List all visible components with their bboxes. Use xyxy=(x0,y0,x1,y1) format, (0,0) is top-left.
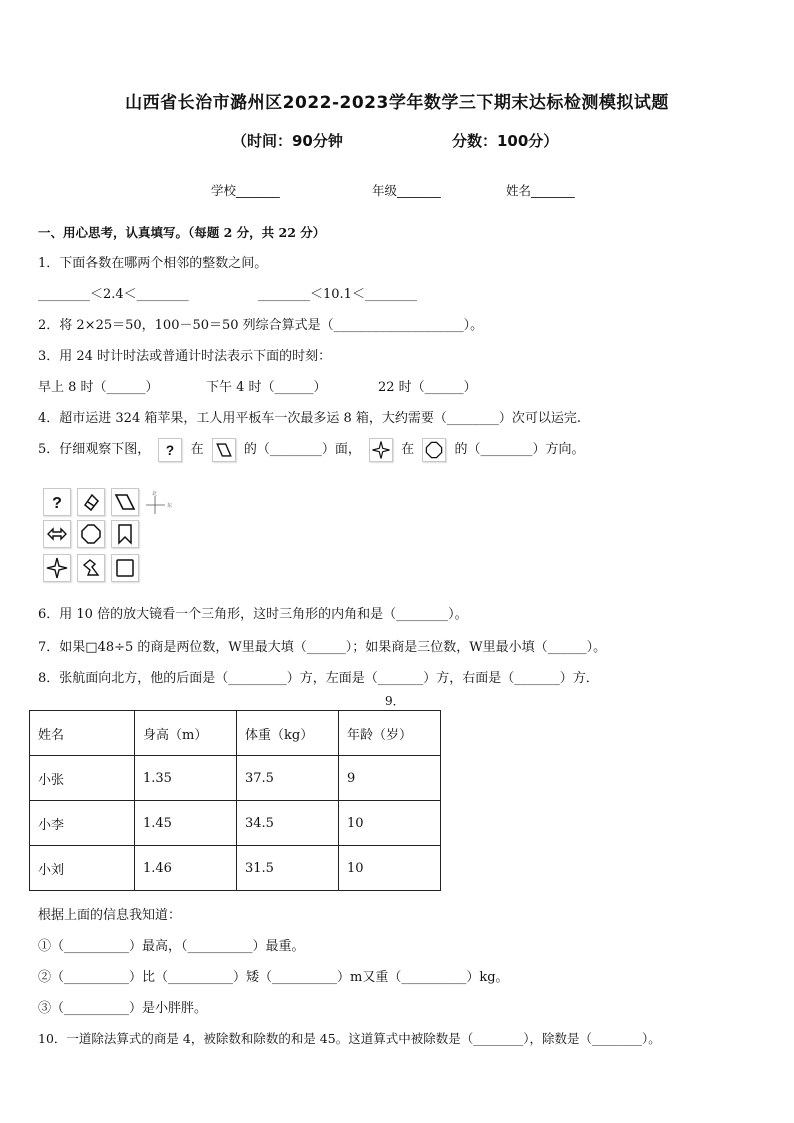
svg-text:?: ? xyxy=(52,495,62,512)
question-1-blank-b: ________＜10.1＜________ xyxy=(258,287,417,302)
compass-north-label: 北 xyxy=(152,491,158,497)
compass-rose-icon xyxy=(143,490,175,516)
question-5-part2: 在 xyxy=(190,442,204,457)
question-3-blank-c: 22 时（______） xyxy=(378,380,477,395)
grid-question-mark-icon xyxy=(43,488,71,516)
grid-arrow-shape-icon xyxy=(77,554,105,582)
question-2: 2．将 2×25＝50，100－50＝50 列综合算式是（____________________）。 xyxy=(38,318,484,333)
table-cell: 10 xyxy=(339,846,441,891)
grade-field: 年级_______ xyxy=(372,183,441,198)
question-8: 8．张航面向北方，他的后面是（_________）方，左面是（_______）方，右面是（_______）方． xyxy=(38,671,599,686)
question-9-intro: 根据上面的信息我知道： xyxy=(38,908,182,923)
question-9-statement-2: ②（__________）比（__________）矮（__________）m又重（__________）kg。 xyxy=(38,970,509,985)
question-5-part3: 的（________）面， xyxy=(243,442,361,457)
header-cell: 身高（m） xyxy=(135,711,237,756)
table-cell: 31.5 xyxy=(237,846,339,891)
table-cell: 小刘 xyxy=(30,846,135,891)
table-cell: 37.5 xyxy=(237,756,339,801)
grid-bookmark-icon xyxy=(111,520,139,548)
table-row xyxy=(30,846,441,891)
header-cell: 年龄（岁） xyxy=(339,711,441,756)
header-cell: 体重（kg） xyxy=(237,711,339,756)
question-5 xyxy=(38,437,584,463)
table-header-row xyxy=(30,711,441,756)
grid-four-point-star-icon xyxy=(43,554,71,582)
table-cell: 小李 xyxy=(30,801,135,846)
question-4: 4．超市运进 324 箱苹果，工人用平板车一次最多运 8 箱，大约需要（________）次可以运完. xyxy=(38,411,582,426)
header-cell: 姓名 xyxy=(30,711,135,756)
question-9-statement-3: ③（__________）是小胖胖。 xyxy=(38,1001,208,1016)
question-3-blank-a: 早上 8 时（______） xyxy=(38,380,159,395)
section-heading: 一、用心思考，认真填写。（每题 2 分，共 22 分） xyxy=(38,225,326,240)
question-7: 7．如果□48÷5 的商是两位数，W里最大填（______）；如果商是三位数，W里最小填（______）。 xyxy=(38,640,607,655)
grid-parallelogram-icon xyxy=(111,488,139,516)
table-cell: 1.46 xyxy=(135,846,237,891)
grid-double-arrow-icon xyxy=(43,520,71,548)
compass-east-label: 东 xyxy=(167,503,173,509)
grid-leaf-shape-icon xyxy=(77,488,105,516)
question-1-blank-a: ________＜2.4＜________ xyxy=(38,287,189,302)
exam-score: 分数：100分） xyxy=(452,132,559,150)
page-title: 山西省长治市潞州区2022-2023学年数学三下期末达标检测模拟试题 xyxy=(125,93,669,113)
table-cell: 9 xyxy=(339,756,441,801)
grid-square-icon xyxy=(111,554,139,582)
question-5-part4: 在 xyxy=(401,442,415,457)
question-9-number: 9． xyxy=(385,694,405,708)
question-1: 1．下面各数在哪两个相邻的整数之间。 xyxy=(38,256,268,271)
question-mark-icon xyxy=(158,438,182,462)
question-9-statement-1: ①（__________）最高，（__________）最重。 xyxy=(38,939,305,954)
grid-octagon-icon xyxy=(77,520,105,548)
question-5-part1: 5．仔细观察下图， xyxy=(38,442,151,457)
table-cell: 1.45 xyxy=(135,801,237,846)
school-field: 学校_______ xyxy=(211,183,280,198)
name-field: 姓名_______ xyxy=(506,183,575,198)
octagon-icon xyxy=(422,438,446,462)
table-row xyxy=(30,801,441,846)
svg-text:?: ? xyxy=(166,442,175,458)
table-row xyxy=(30,756,441,801)
exam-time: （时间：90分钟 xyxy=(232,132,343,150)
question-3: 3．用 24 时计时法或普通计时法表示下面的时刻： xyxy=(38,349,332,364)
four-point-star-icon xyxy=(369,438,393,462)
info-table xyxy=(29,710,441,891)
table-cell: 34.5 xyxy=(237,801,339,846)
question-10: 10．一道除法算式的商是 4，被除数和除数的和是 45。这道算式中被除数是（________），除数是（________）。 xyxy=(38,1031,661,1046)
question-3-blank-b: 下午 4 时（______） xyxy=(206,380,327,395)
table-cell: 1.35 xyxy=(135,756,237,801)
table-cell: 10 xyxy=(339,801,441,846)
table-cell: 小张 xyxy=(30,756,135,801)
question-6: 6．用 10 倍的放大镜看一个三角形，这时三角形的内角和是（________）。 xyxy=(38,607,468,622)
question-5-part5: 的（________）方向。 xyxy=(454,442,585,457)
parallelogram-icon xyxy=(212,438,236,462)
